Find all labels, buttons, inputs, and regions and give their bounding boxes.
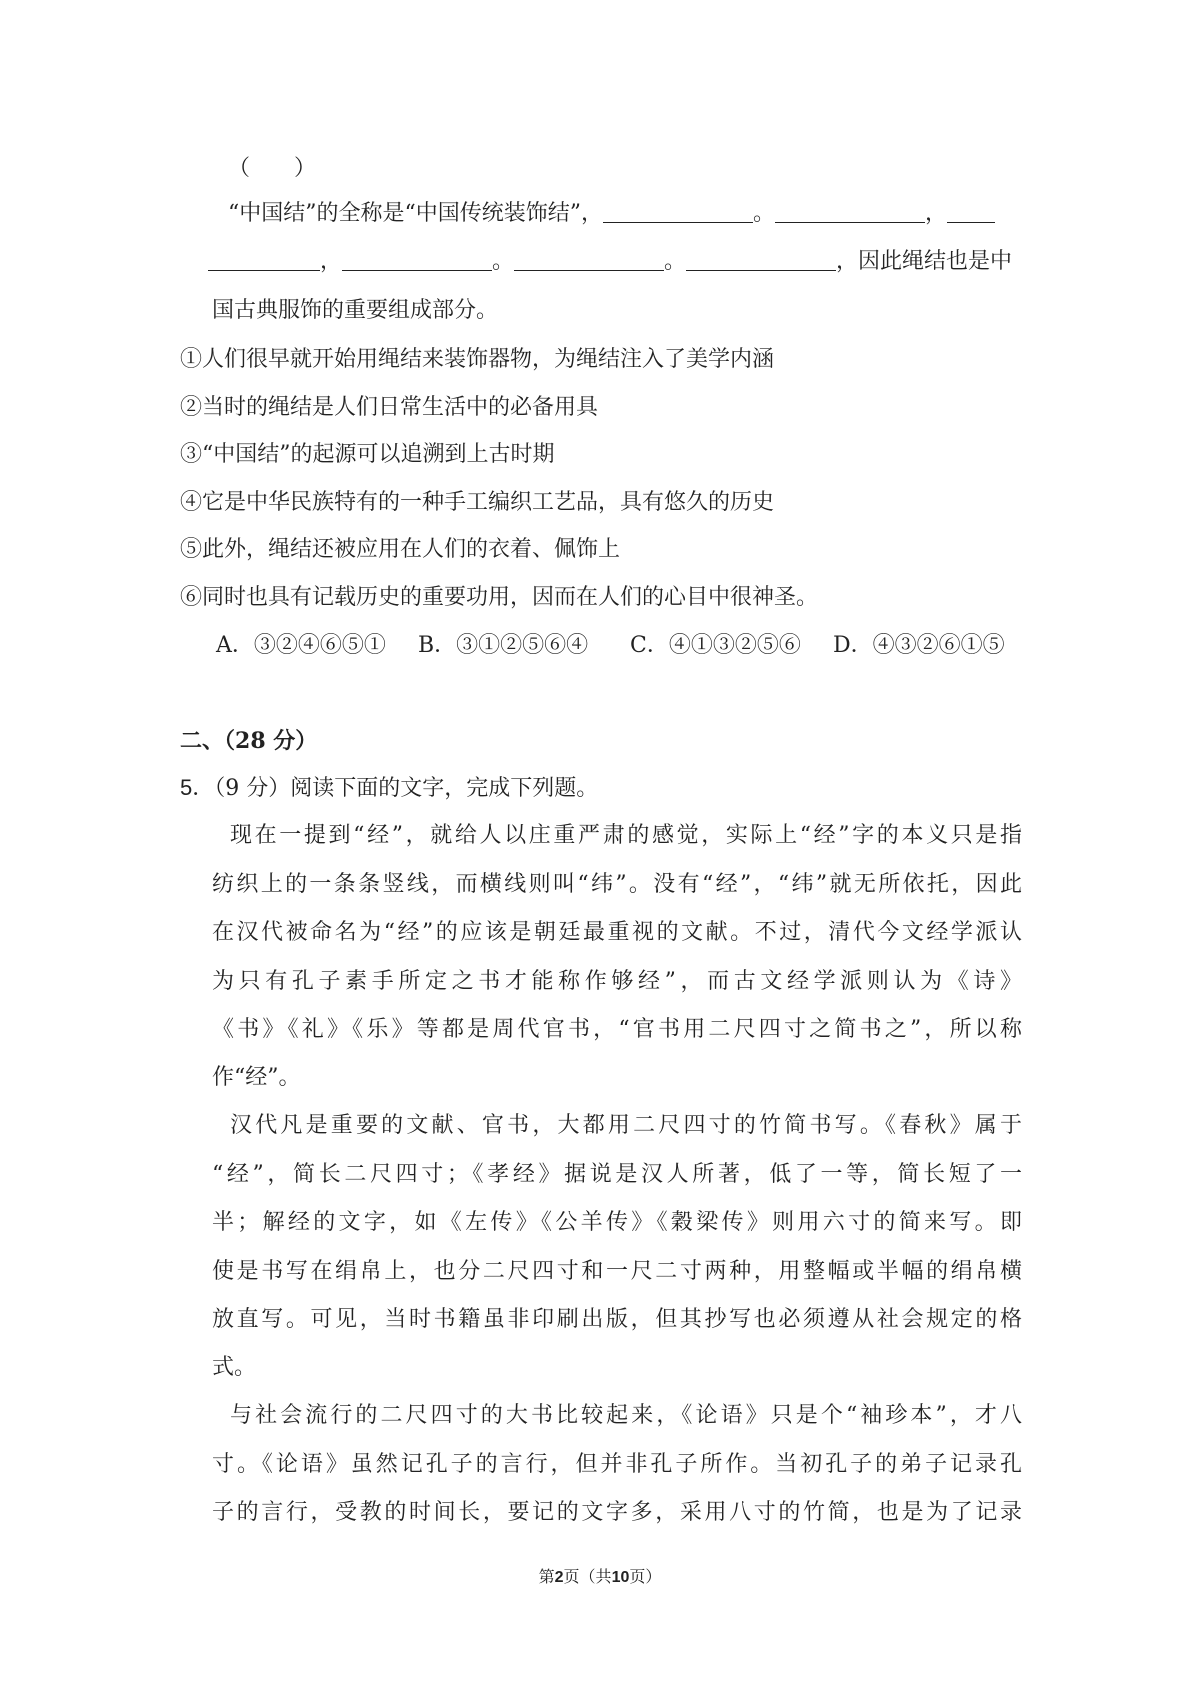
intro-line-1 bbox=[228, 199, 995, 229]
option-b: B．③①②⑤⑥④ bbox=[418, 633, 589, 658]
passage-line: 为只有孔子素手所定之书才能称作够经”，而古文经学派则认为《诗》 bbox=[212, 969, 1022, 994]
fill-blank-6 bbox=[686, 248, 836, 271]
footer-page-number: 2 bbox=[554, 1569, 564, 1586]
passage-line: 《书》《礼》《乐》等都是周代官书，“官书用二尺四寸之简书之”，所以称 bbox=[212, 1017, 1022, 1042]
fill-blank-3-cont bbox=[208, 248, 320, 271]
section-score: （28 分） bbox=[224, 728, 318, 754]
passage-line: 子的言行，受教的时间长，要记的文字多，采用八寸的竹简，也是为了记录 bbox=[212, 1500, 1022, 1525]
passage-line: 放直写。可见，当时书籍虽非印刷出版，但其抄写也必须遵从社会规定的格 bbox=[212, 1307, 1022, 1332]
fill-blank-1 bbox=[603, 200, 753, 223]
passage-line: 现在一提到“经”，就给人以庄重严肃的感觉，实际上“经”字的本义只是指 bbox=[230, 823, 1022, 848]
section-heading bbox=[180, 726, 317, 756]
passage-line: 寸。《论语》虽然记孔子的言行，但并非孔子所作。当初孔子的弟子记录孔 bbox=[212, 1452, 1022, 1477]
passage-line: 纺织上的一条条竖线，而横线则叫“纬”。没有“经”，“纬”就无所依托，因此 bbox=[212, 872, 1022, 897]
option-d: D．④③②⑥①⑤ bbox=[833, 633, 1005, 658]
separator-period: 。 bbox=[753, 201, 776, 226]
fill-blank-3 bbox=[947, 200, 995, 223]
footer-total-pages: 10 bbox=[611, 1569, 630, 1586]
passage-line: 与社会流行的二尺四寸的大书比较起来，《论语》只是个“袖珍本”，才八 bbox=[230, 1403, 1022, 1428]
fill-blank-5 bbox=[514, 248, 664, 271]
intro-line-2 bbox=[208, 247, 1012, 277]
separator-comma: ， bbox=[925, 201, 948, 226]
question-number: 5． bbox=[180, 775, 215, 800]
passage-line: “经”，简长二尺四寸；《孝经》据说是汉人所著，低了一等，简长短了一 bbox=[212, 1162, 1022, 1187]
sentence-item-6: ⑥同时也具有记载历史的重要功用，因而在人们的心目中很神圣。 bbox=[180, 585, 819, 610]
passage-line: 作“经”。 bbox=[212, 1065, 301, 1090]
question-title: （9 分）阅读下面的文字，完成下列题。 bbox=[214, 776, 599, 801]
answer-paren: （ ） bbox=[228, 156, 317, 181]
sentence-item-4: ④它是中华民族特有的一种手工编织工艺品，具有悠久的历史 bbox=[180, 490, 775, 515]
passage-line: 式。 bbox=[212, 1355, 257, 1380]
passage-line: 使是书写在绢帛上，也分二尺四寸和一尺二寸两种，用整幅或半幅的绢帛横 bbox=[212, 1259, 1022, 1284]
separator-period: 。 bbox=[492, 249, 515, 274]
sentence-item-3: ③“中国结”的起源可以追溯到上古时期 bbox=[180, 442, 555, 467]
sentence-item-1: ①人们很早就开始用绳结来装饰器物，为绳结注入了美学内涵 bbox=[180, 347, 775, 372]
intro-line-3: 国古典服饰的重要组成部分。 bbox=[212, 298, 499, 323]
separator-period: 。 bbox=[664, 249, 687, 274]
fill-blank-2 bbox=[775, 200, 925, 223]
passage-line: 在汉代被命名为“经”的应该是朝廷最重视的文献。不过，清代今文经学派认 bbox=[212, 920, 1022, 945]
fill-blank-4 bbox=[342, 248, 492, 271]
question-5-header bbox=[180, 773, 598, 804]
intro-end: ，因此绳结也是中 bbox=[836, 249, 1013, 274]
passage-line: 汉代凡是重要的文献、官书，大都用二尺四寸的竹简书写。《春秋》属于 bbox=[230, 1113, 1022, 1138]
option-c: C．④①③②⑤⑥ bbox=[630, 633, 801, 658]
section-prefix: 二、 bbox=[180, 728, 225, 754]
option-a: A．③②④⑥⑤① bbox=[216, 633, 386, 658]
sentence-item-2: ②当时的绳结是人们日常生活中的必备用具 bbox=[180, 395, 599, 420]
footer-middle: 页（共 bbox=[563, 1567, 612, 1586]
intro-start: “中国结”的全称是“中国传统装饰结”， bbox=[228, 201, 603, 226]
separator-comma: ， bbox=[320, 249, 343, 274]
passage-line: 半；解经的文字，如《左传》《公羊传》《穀梁传》则用六寸的简来写。即 bbox=[212, 1210, 1022, 1235]
sentence-item-5: ⑤此外，绳结还被应用在人们的衣着、佩饰上 bbox=[180, 537, 621, 562]
footer-suffix: 页） bbox=[629, 1567, 662, 1586]
footer-prefix: 第 bbox=[538, 1567, 555, 1586]
page-footer bbox=[0, 1566, 1200, 1589]
